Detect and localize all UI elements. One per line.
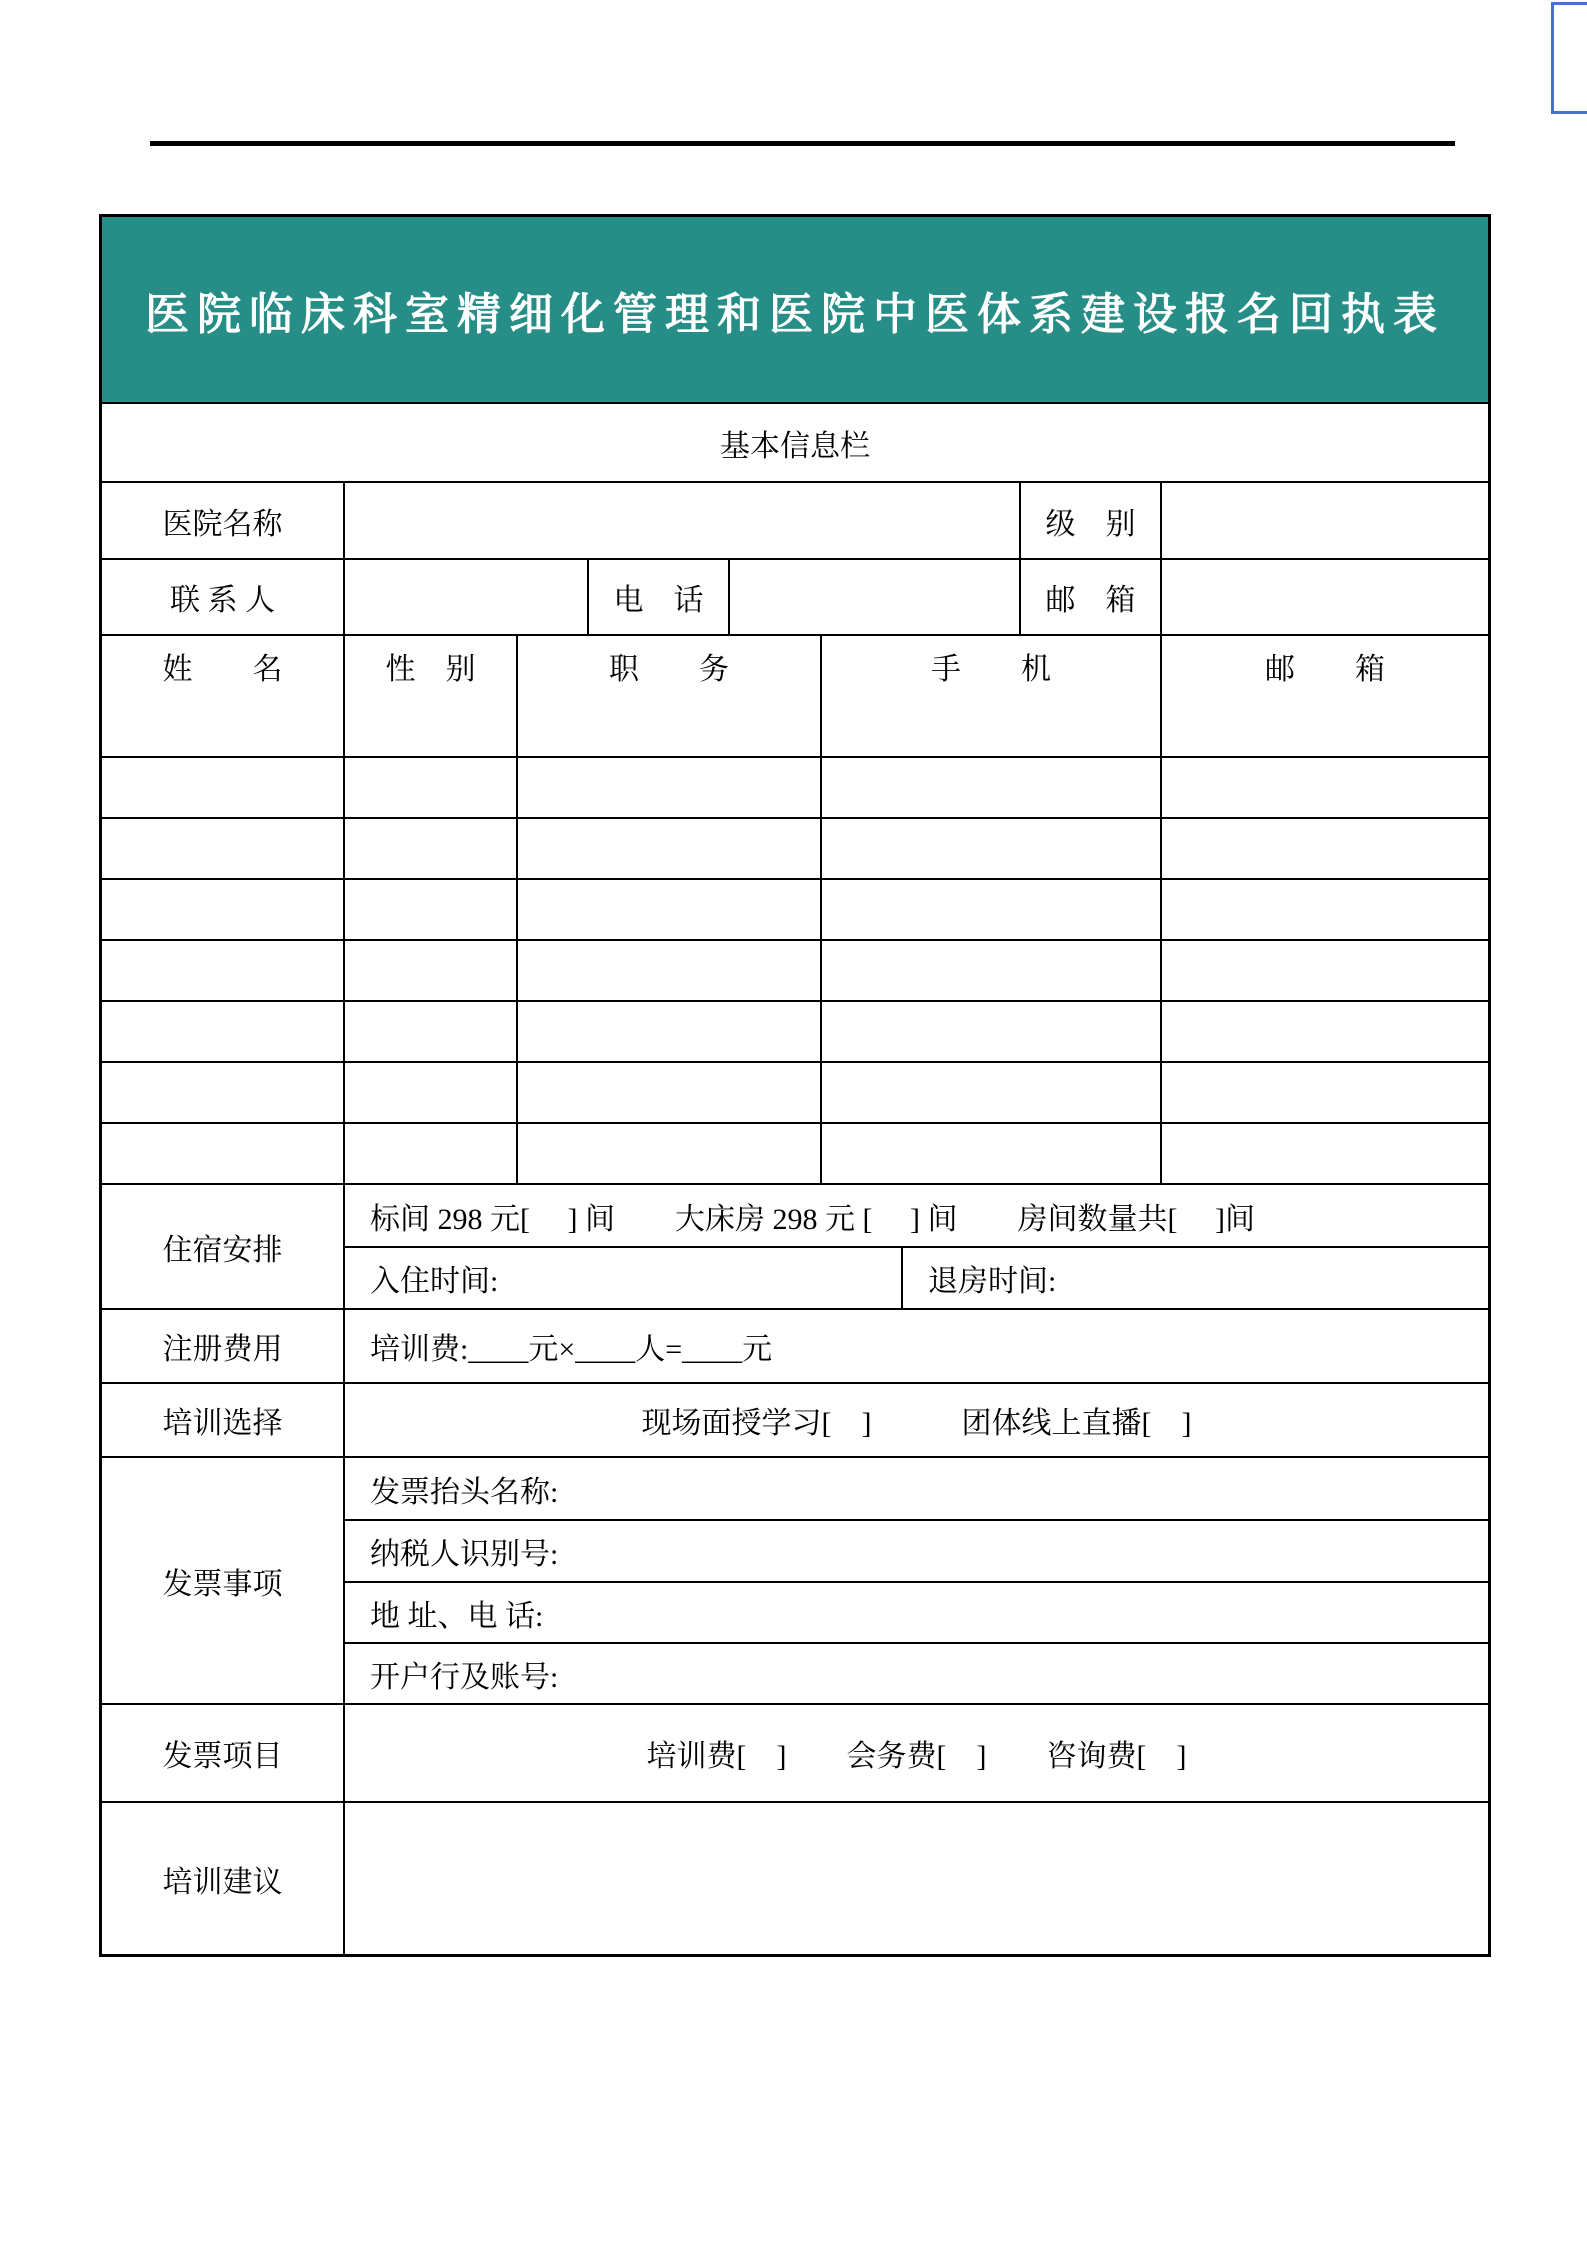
invoice-label: 发票事项 [162,1567,283,1601]
accommodation-label: 住宿安排 [162,1233,283,1267]
attendee-cell[interactable] [343,819,516,878]
attendee-cell[interactable] [1160,1063,1488,1122]
checkout-field[interactable]: 退房时间: [901,1248,1488,1308]
attendee-cell[interactable] [516,880,820,939]
attendee-cell[interactable] [516,941,820,1000]
contact-field[interactable] [343,560,587,634]
attendee-cell[interactable] [820,880,1160,939]
attendee-cell[interactable] [516,1002,820,1061]
attendee-cell[interactable] [516,695,820,756]
training-suggestion-label: 培训建议 [162,1865,283,1899]
hospital-name-label: 医院名称 [162,507,283,541]
attendee-cell[interactable] [343,758,516,817]
accommodation-row [102,1183,1488,1308]
invoice-address-field[interactable]: 地 址、电 话: [370,1599,544,1633]
attendee-header-name: 姓 名 [162,652,283,686]
email-label: 邮 箱 [1019,560,1160,634]
training-suggestion-row [102,1801,1488,1954]
attendee-cell[interactable] [102,819,343,878]
attendee-row [102,756,1488,817]
hospital-name-row [102,481,1488,558]
invoice-row [102,1456,1488,1703]
attendee-cell[interactable] [516,1124,820,1183]
invoice-subrow [345,1458,1488,1519]
attendee-cell[interactable] [820,1063,1160,1122]
attendee-cell[interactable] [102,1002,343,1061]
attendee-cell[interactable] [102,1124,343,1183]
attendee-cell[interactable] [820,758,1160,817]
attendee-cell[interactable] [1160,1124,1488,1183]
registration-form-table [99,214,1491,1957]
invoice-bank-field[interactable]: 开户行及账号: [370,1660,559,1694]
attendee-row [102,817,1488,878]
attendee-cell[interactable] [102,880,343,939]
invoice-items-row [102,1703,1488,1801]
invoice-title-field[interactable]: 发票抬头名称: [370,1475,559,1509]
basic-info-section-title: 基本信息栏 [720,429,870,463]
attendee-row [102,1061,1488,1122]
attendee-cell[interactable] [343,941,516,1000]
attendee-cell[interactable] [516,1063,820,1122]
attendee-cell[interactable] [1160,941,1488,1000]
room-type-subrow [345,1185,1488,1246]
attendee-cell[interactable] [820,1002,1160,1061]
invoice-taxid-field[interactable]: 纳税人识别号: [370,1538,559,1571]
hospital-name-field[interactable] [343,483,1019,558]
attendee-header-gender: 性 别 [343,636,516,695]
attendee-cell[interactable] [1160,1002,1488,1061]
attendee-cell[interactable] [1160,758,1488,817]
corner-annotation-box [1551,2,1587,114]
accommodation-content [343,1185,1488,1308]
invoice-content [343,1458,1488,1703]
contact-row [102,558,1488,634]
training-choice-options[interactable]: 现场面授学习[ ] 团体线上直播[ ] [343,1384,1488,1456]
attendee-cell[interactable] [516,758,820,817]
registration-fee-field[interactable]: 培训费:____元×____人=____元 [343,1310,1488,1382]
attendee-cell[interactable] [102,941,343,1000]
attendee-cell[interactable] [1160,695,1488,756]
attendee-cell[interactable] [343,880,516,939]
level-label: 级 别 [1019,483,1160,558]
attendee-row [102,695,1488,756]
attendee-cell[interactable] [516,819,820,878]
contact-label: 联 系 人 [170,584,275,617]
checkin-field[interactable]: 入住时间: [370,1265,499,1298]
phone-label: 电 话 [587,560,728,634]
invoice-subrow [345,1642,1488,1703]
attendee-row [102,939,1488,1000]
basic-info-section-row [102,402,1488,481]
form-title-banner [102,217,1488,402]
attendee-header-mobile: 手 机 [820,636,1160,695]
attendee-row [102,1000,1488,1061]
attendee-cell[interactable] [1160,880,1488,939]
attendee-cell[interactable] [102,1063,343,1122]
training-suggestion-field[interactable] [343,1803,1488,1954]
registration-fee-label: 注册费用 [162,1333,283,1366]
attendee-empty-rows [102,695,1488,1183]
phone-field[interactable] [728,560,1019,634]
attendee-cell[interactable] [102,758,343,817]
level-field[interactable] [1160,483,1488,558]
room-time-subrow [345,1246,1488,1308]
attendee-cell[interactable] [820,695,1160,756]
attendee-cell[interactable] [820,941,1160,1000]
attendee-header-row [102,634,1488,695]
training-choice-label: 培训选择 [162,1407,283,1440]
attendee-header-email: 邮 箱 [1160,636,1488,695]
attendee-cell[interactable] [343,1002,516,1061]
invoice-items-label: 发票项目 [162,1740,283,1773]
attendee-header-duty: 职 务 [516,636,820,695]
attendee-cell[interactable] [343,1124,516,1183]
email-field[interactable] [1160,560,1488,634]
form-title: 医院临床科室精细化管理和医院中医体系建设报名回执表 [145,289,1445,339]
invoice-subrow [345,1581,1488,1642]
attendee-row [102,878,1488,939]
invoice-subrow [345,1519,1488,1581]
attendee-cell[interactable] [820,819,1160,878]
training-choice-row [102,1382,1488,1456]
attendee-cell[interactable] [343,1063,516,1122]
header-rule [150,141,1455,146]
attendee-row [102,1122,1488,1183]
room-type-line[interactable]: 标间 298 元[ ] 间 大床房 298 元 [ ] 间 房间数量共[ ]间 [370,1202,1255,1236]
attendee-cell[interactable] [1160,819,1488,878]
attendee-cell[interactable] [343,695,516,756]
registration-fee-row [102,1308,1488,1382]
attendee-cell[interactable] [102,695,343,756]
attendee-cell[interactable] [820,1124,1160,1183]
invoice-items-options[interactable]: 培训费[ ] 会务费[ ] 咨询费[ ] [343,1705,1488,1801]
